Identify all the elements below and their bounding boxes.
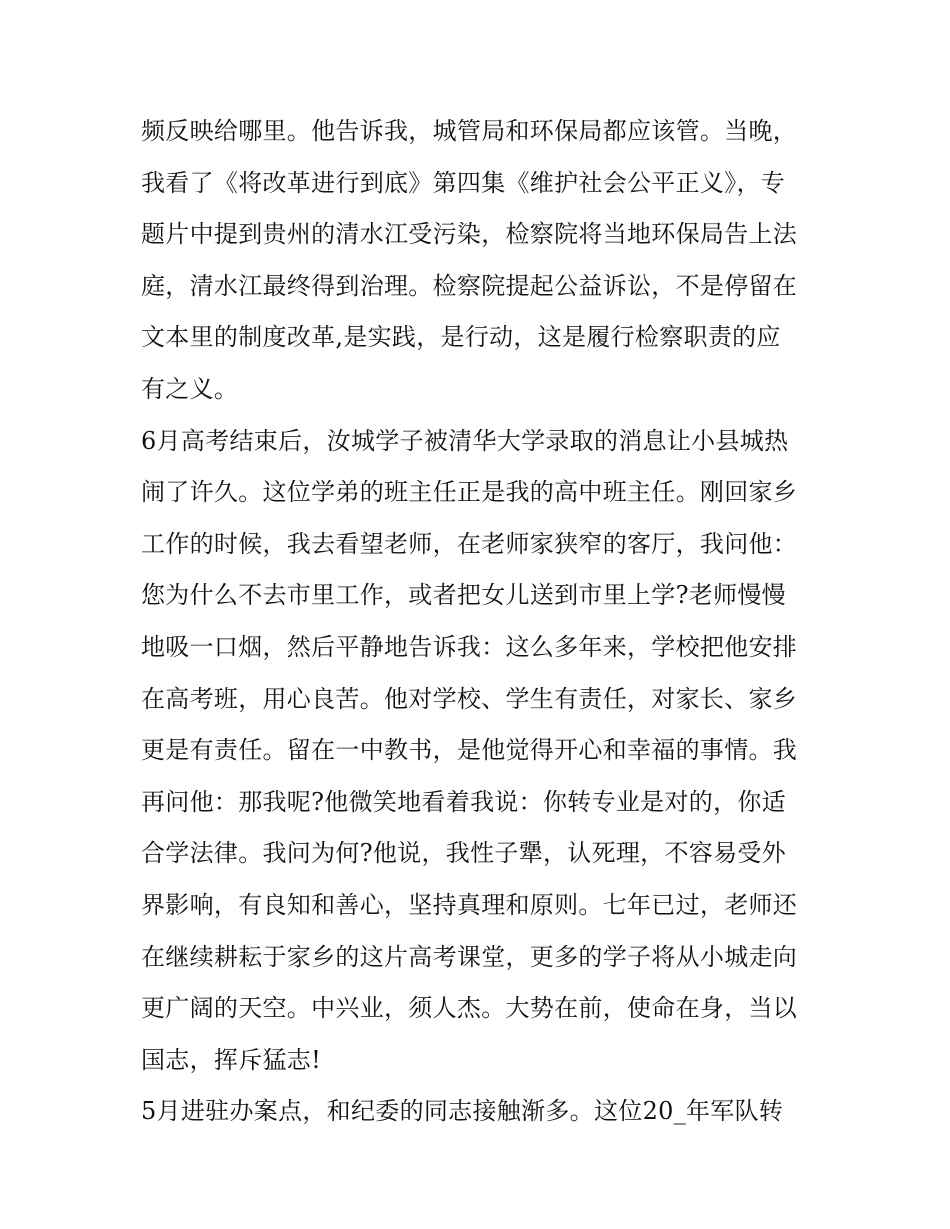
text-line: 国志，挥斥猛志! xyxy=(141,1045,322,1074)
text-line: 有之义。 xyxy=(141,374,239,403)
text-line: 在继续耕耘于家乡的这片高考课堂，更多的学子将从小城走向 xyxy=(141,942,798,971)
text-line: 更是有责任。留在一中教书，是他觉得开心和幸福的事情。我 xyxy=(141,736,798,765)
text-line: 闹了许久。这位学弟的班主任正是我的高中班主任。刚回家乡 xyxy=(141,478,798,507)
text-line: 频反映给哪里。他告诉我，城管局和环保局都应该管。当晚， xyxy=(141,117,798,145)
text-line: 合学法律。我问为何?他说，我性子犟，认死理，不容易受外 xyxy=(141,839,786,868)
text-line: 您为什么不去市里工作，或者把女儿送到市里上学?老师慢慢 xyxy=(141,581,786,610)
text-line: 地吸一口烟，然后平静地告诉我：这么多年来，学校把他安排 xyxy=(141,632,798,661)
body-text xyxy=(141,106,821,1138)
text-line: 在高考班，用心良苦。他对学校、学生有责任，对家长、家乡 xyxy=(141,684,798,713)
text-line: 5月进驻办案点，和纪委的同志接触渐多。这位20_年军队转 xyxy=(141,1097,784,1126)
text-line: 更广阔的天空。中兴业，须人杰。大势在前，使命在身，当以 xyxy=(141,994,798,1023)
text-line: 再问他：那我呢?他微笑地看着我说：你转专业是对的，你适 xyxy=(141,787,786,816)
text-line: 工作的时候，我去看望老师，在老师家狭窄的客厅，我问他： xyxy=(141,529,798,558)
text-line: 题片中提到贵州的清水江受污染，检察院将当地环保局告上法 xyxy=(141,220,798,249)
text-line: 庭，清水江最终得到治理。检察院提起公益诉讼，不是停留在 xyxy=(141,271,798,300)
text-line: 文本里的制度改革,是实践，是行动，这是履行检察职责的应 xyxy=(141,323,781,352)
text-line: 我看了《将改革进行到底》第四集《维护社会公平正义》，专 xyxy=(141,168,786,197)
text-line: 界影响，有良知和善心，坚持真理和原则。七年已过，老师还 xyxy=(141,890,798,919)
text-line: 6月高考结束后，汝城学子被清华大学录取的消息让小县城热 xyxy=(141,426,789,455)
